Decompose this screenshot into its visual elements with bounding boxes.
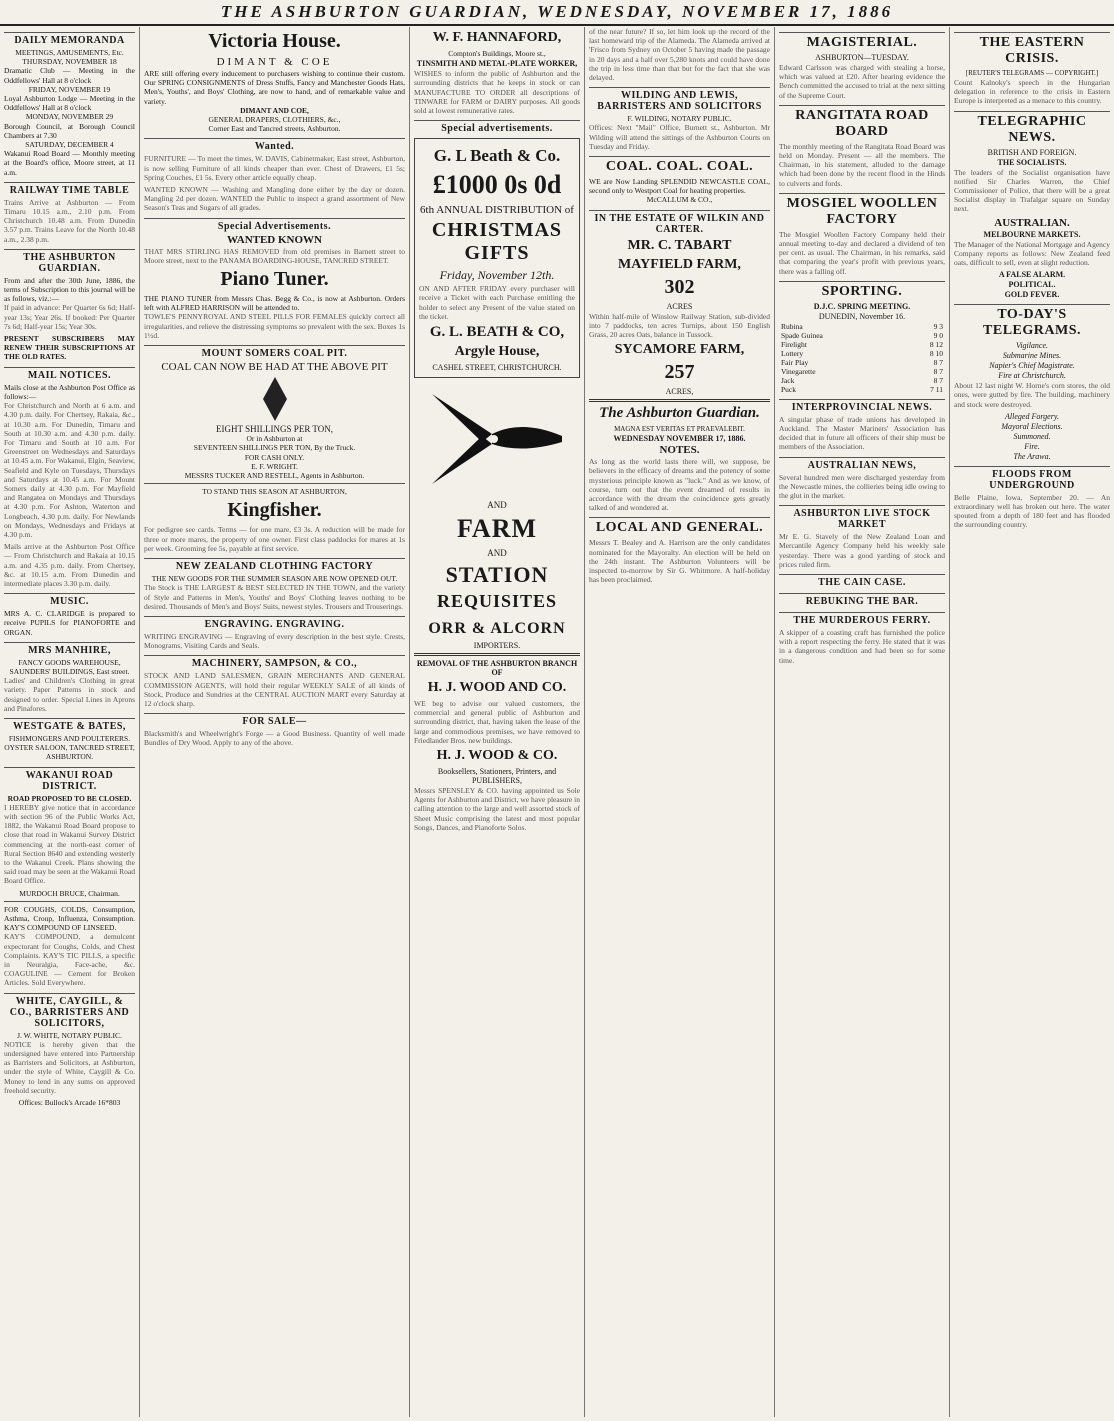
kays-text: KAY'S COMPOUND, a demulcent expectorant for Coughs, Colds, and Chest Complaints. KAY'S TIC PILLS, a specific in Neuralgia, Face-ache, &c. COAGULINE — Cement for Broken Articles. Sold Everywhere. <box>4 932 135 988</box>
diamond-ornament-icon <box>263 377 287 421</box>
diary-line: MONDAY, NOVEMBER 29 <box>25 112 114 122</box>
diary-list <box>4 48 135 177</box>
shears-illustration-icon <box>422 384 572 494</box>
divider <box>4 901 135 902</box>
hannaford-sub: Compton's Buildings, Moore st., <box>448 49 546 58</box>
horse-weight: 9 3 <box>933 321 943 331</box>
wilding-sub: F. WILDING, NOTARY PUBLIC. <box>627 114 732 124</box>
manhire-heading: MRS MANHIRE, <box>4 642 135 656</box>
paper-name: The Ashburton Guardian. <box>599 405 760 422</box>
column-1 <box>0 27 140 1417</box>
wanted-text: FURNITURE — To meet the times, W. DAVIS, Cabinetmaker, East street, Ashburton, is now selling Furniture of all kinds cheaper than ever. Chest of Drawers, £1 5s; Spring Couches, £1 5s. Every other article equally cheap. <box>144 154 405 182</box>
column-2 <box>140 27 410 1417</box>
horse-weight: 9 0 <box>933 330 943 340</box>
eastern-text: Count Kalnoky's speech in the Hungarian delegation in reference to the crisis in Eastern Europe is interpreted as a menace to this country. <box>954 78 1110 106</box>
diary-line: Dramatic Club — Meeting in the Oddfellows' Hall at 8 o'clock <box>4 66 135 85</box>
friday-date: Friday, November 12th. <box>439 268 555 283</box>
whyte-heading: WHITE, CAYGILL, & CO., BARRISTERS AND SOLICITORS, <box>4 993 135 1029</box>
wright-sig: E. F. WRIGHT. <box>251 461 298 471</box>
local-general-heading: LOCAL AND GENERAL. <box>589 517 770 536</box>
importers-text: IMPORTERS. <box>473 641 521 651</box>
horse-name: Firelight <box>781 339 807 349</box>
british-foreign: BRITISH AND FOREIGN. <box>987 147 1077 157</box>
victoria-house-heading: Victoria House. <box>208 30 341 52</box>
horse-weight: 8 7 <box>933 357 943 367</box>
socialists-text: The leaders of the Socialist organisation have notified Sir Charles Warren, the Chief Commissioner of Police, that there will be a great Socialist display in Trafalgar square on Sunday next. <box>954 167 1110 214</box>
wanted-known-heading: WANTED KNOWN <box>226 233 323 246</box>
submarine-heading: Submarine Mines. <box>1002 351 1062 361</box>
murderous-text: A skipper of a coasting craft has furnished the police with a report respecting the ferry. He stated that it was in a dangerous condition and had been so for some time. <box>779 628 945 665</box>
australian-heading: AUSTRALIAN NEWS, <box>779 457 945 471</box>
mayfield-text: Within half-mile of Winslow Railway Station, sub-divided into 7 paddocks, ten acres Turnips, about 150 English Grass, 20 acres Oats, balance in Tussock. <box>589 311 770 340</box>
horse-name: Jack <box>781 375 795 385</box>
livestock-heading: ASHBURTON LIVE STOCK MARKET <box>779 505 945 530</box>
court-text: Edward Carlsson was charged with stealing a horse, which was valued at £20. After hearing evidence the Bench committed the accused to trial at the next sitting of the Supreme Court. <box>779 63 945 100</box>
diary-line: SATURDAY, DECEMBER 4 <box>25 140 114 150</box>
hj-wood-heading-2: H. J. WOOD & CO. <box>436 748 558 764</box>
guardian-heading: THE ASHBURTON GUARDIAN. <box>4 249 135 274</box>
cash-only: FOR CASH ONLY. <box>244 452 305 462</box>
rebuking-heading: REBUKING THE BAR. <box>779 593 945 607</box>
mount-somers-heading: MOUNT SOMERS COAL PIT. <box>144 345 405 359</box>
claridge-ad: MRS A. C. CLARIDGE is prepared to receive PUPILS for PIANOFORTE and ORGAN. <box>4 609 135 637</box>
whyte-text: NOTICE is hereby given that the undersigned have entered into Partnership as Barristers and Solicitors, at Ashburton, under the style of White, Caygill & Co. Money to lend in any sums on approved freehold security. <box>4 1039 135 1095</box>
wilding-text: Offices: Next "Mail" Office, Burnett st., Ashburton. Mr Wilding will attend the sittings of the Ashburton Courts on Tuesday and Friday. <box>589 123 770 151</box>
telegraphic-news-heading: TELEGRAPHIC NEWS. <box>954 111 1110 146</box>
result-row <box>779 385 945 394</box>
diary-line: THURSDAY, NOVEMBER 18 <box>22 57 117 67</box>
cashel-street: CASHEL STREET, CHRISTCHURCH. <box>432 363 562 373</box>
local-text: Messrs T. Bealey and A. Harrison are the only candidates nominated for the Mayoralty. An election will be held on the 24th instant. The Ashburton Volunteers will be inspected to-morrow by Sir G. Whitmore. A half-holiday has been proclaimed. <box>589 538 770 585</box>
rangitata-heading: RANGITATA ROAD BOARD <box>779 105 945 140</box>
column-6 <box>950 27 1114 1417</box>
christmas-gifts: CHRISTMAS GIFTS <box>431 219 563 265</box>
acres-label: ACRES <box>666 301 693 311</box>
dimant-heading: DIMANT & COE <box>216 56 333 68</box>
diary-line: MEETINGS, AMUSEMENTS, Etc. <box>15 48 124 57</box>
argyle-house: Argyle House, <box>454 344 540 360</box>
nz-clothing-heading: NEW ZEALAND CLOTHING FACTORY <box>144 558 405 572</box>
divider <box>144 483 405 484</box>
divider <box>589 399 770 402</box>
spensley-text: Messrs SPENSLEY & CO. having appointed us Sole Agents for Ashburton and District, we have pleasure in calling attention to the large and well assorted stock of Sheet Music comprising the latest and most popular Songs, Dances, and Pianoforte Solos. <box>414 786 580 832</box>
horse-weight: 8 7 <box>933 366 943 376</box>
hannaford-text: WISHES to inform the public of Ashburton and the surrounding districts that he keeps in stock or can MANUFACTURE TO ORDER all descriptions of TINWARE for FARM or DAIRY purposes. All goods sold at lowest remunerative rates. <box>414 69 580 116</box>
forgery-heading: Alleged Forgery. <box>1005 411 1059 421</box>
music-heading: MUSIC. <box>4 593 135 607</box>
wakanui-heading: WAKANUI ROAD DISTRICT. <box>4 767 135 792</box>
newspaper-title: THE ASHBURTON GUARDIAN, WEDNESDAY, NOVEMBER 17, 1886 <box>220 2 894 21</box>
cain-heading: THE CAIN CASE. <box>779 574 945 588</box>
hj-wood-heading: H. J. WOOD AND CO. <box>427 680 567 696</box>
results-table <box>779 322 945 394</box>
diary-line: FRIDAY, NOVEMBER 19 <box>28 84 111 94</box>
beath-advertisement <box>414 138 580 378</box>
engraving-text: WRITING ENGRAVING — Engraving of every description in the best style. Crests, Monograms, Visiting Cards and Seals. <box>144 631 405 651</box>
hj-wood-text: WE beg to advise our valued customers, the commercial and general public of Ashburton and surrounding district, that, having taken the lease of the large and commodious premises, we have removed to Friedlander Bros. new buildings. <box>414 699 580 745</box>
todays-telegrams-heading: TO-DAY'S TELEGRAMS. <box>954 304 1110 339</box>
political-heading: POLITICAL. <box>1008 280 1056 290</box>
requisites-heading: REQUISITES <box>436 591 558 612</box>
amount-text: £1000 0s 0d <box>432 170 562 200</box>
horse-name: Lottery <box>781 348 804 358</box>
dimant-address: Corner East and Tancred streets, Ashburton. <box>208 124 341 134</box>
coal-price-2: Or in Ashburton at <box>246 434 303 444</box>
horse-name: Puck <box>781 384 796 394</box>
railway-heading: RAILWAY TIME TABLE <box>4 182 135 196</box>
nz-clothing-text: The Stock is THE LARGEST & BEST SELECTED IN THE TOWN, and the variety of Style and Patterns in Men's, Youths' and Boys' Clothing leaves nothing to be desired. Thousands of Men's and Boys' Suits, newest styles. Trousers and Trouserings. <box>144 583 405 611</box>
tabart-heading: MR. C. TABART <box>627 237 732 253</box>
kingfisher-intro: TO STAND THIS SEASON AT ASHBURTON, <box>202 487 347 497</box>
sixth-annual: 6th ANNUAL DISTRIBUTION of <box>420 204 574 217</box>
dunedin-dateline: DUNEDIN, November 16. <box>818 311 906 321</box>
sycamore-heading: SYCAMORE FARM, <box>614 342 745 358</box>
mail-heading: MAIL NOTICES. <box>4 367 135 381</box>
napier-heading: Napier's Chief Magistrate. <box>989 361 1075 371</box>
diary-line: Loyal Ashburton Lodge — Meeting in the Oddfellows' Hall at 8 o'clock <box>4 94 135 113</box>
road-text: I HEREBY give notice that in accordance with section 96 of the Public Works Act, 1882, the Wakanui Road Board propose to close that road in Wakanui Survey District commencing at the north-east corner of Rural Section 8640 and extending westerly to the Wakanui Creek. Plans showing the said road may be seen at the Wakanui Road Board Office. <box>4 802 135 886</box>
magisterial-heading: MAGISTERIAL. <box>779 32 945 51</box>
subscribers-notice: PRESENT SUBSCRIBERS MAY RENEW THEIR SUBSCRIPTIONS AT THE OLD RATES. <box>4 334 135 362</box>
diary-line: Wakanui Road Board — Monthly meeting at the Board's office, Moore street, at 11 a.m. <box>4 149 135 177</box>
horse-name: Fair Play <box>781 357 809 367</box>
australian-heading-2: AUSTRALIAN. <box>994 216 1070 229</box>
horse-weight: 8 10 <box>929 348 943 358</box>
nz-clothing-sub: THE NEW GOODS FOR THE SUMMER SEASON ARE NOW OPENED OUT. <box>151 574 398 584</box>
acres-number: 302 <box>664 275 695 298</box>
for-sale-heading: FOR SALE— <box>144 713 405 727</box>
horse-weight: 7 11 <box>930 384 943 394</box>
whyte-sub: J. W. WHITE, NOTARY PUBLIC. <box>17 1030 122 1040</box>
and-text: AND <box>487 500 507 511</box>
machinery-text: STOCK AND LAND SALESMEN, GRAIN MERCHANTS AND GENERAL COMMISSION AGENTS, will hold their regular WEEKLY SALE of all kinds of Stock, Produce and Sundries at the CENTRAL AUCTION MART every Saturday at 12 o'clock sharp. <box>144 671 405 708</box>
horse-weight: 8 12 <box>929 339 943 349</box>
interprovincial-heading: INTERPROVINCIAL NEWS. <box>779 399 945 413</box>
beath-text: ON AND AFTER FRIDAY every purchaser will receive a Ticket with each Purchase entitling the holder to select any Present of the value stated on the ticket. <box>419 284 575 321</box>
estate-heading: IN THE ESTATE OF WILKIN AND CARTER. <box>589 210 770 235</box>
station-heading: STATION <box>445 562 549 588</box>
gold-fever-heading: GOLD FEVER. <box>1004 290 1060 300</box>
fire-heading-2: Fire. <box>1024 441 1040 451</box>
result-row <box>779 331 945 340</box>
wanted-heading: Wanted. <box>144 138 405 152</box>
farm-heading: FARM <box>456 514 538 544</box>
guardian-note: From and after the 30th June, 1886, the terms of Subscription to this journal will be as follows, viz.:— <box>4 275 135 304</box>
diary-heading: DAILY MEMORANDA <box>4 32 135 46</box>
wanted-text-2: WANTED KNOWN — Washing and Mangling done either by the day or dozen. Mangling 2d per dozen. WANTED the Public to inspect a grand assortment of New Season's Teas and Sugars of all grades. <box>144 185 405 213</box>
hannaford-heading: W. F. HANNAFORD, <box>432 30 562 45</box>
westgate-heading: WESTGATE & BATES, <box>4 718 135 732</box>
fire-christchurch-heading: Fire at Christchurch. <box>998 371 1066 381</box>
piano-body: THE PIANO TUNER from Messrs Chas. Begg & Co., is now at Ashburton. Orders left with ALFRED HARRISON will be attended to. <box>144 294 405 313</box>
mccallum-sig: McCALLUM & CO., <box>646 195 713 205</box>
murderous-heading: THE MURDEROUS FERRY. <box>779 612 945 626</box>
column-3 <box>410 27 585 1417</box>
fire-text: About 12 last night W. Horne's corn stores, the old ones, were gutted by fire. The building, machinery and stock were destroyed. <box>954 381 1110 409</box>
orr-alcorn-heading: ORR & ALCORN <box>428 620 566 638</box>
murdoch-sig: MURDOCH BRUCE, Chairman. <box>19 888 120 898</box>
agents-line: MESSRS TUCKER AND RESTELL, Agents in Ashburton. <box>184 471 365 481</box>
notes-heading: NOTES. <box>659 444 700 457</box>
road-closed-heading: ROAD PROPOSED TO BE CLOSED. <box>7 793 132 803</box>
mail-note: Mails close at the Ashburton Post Office as follows:— <box>4 382 135 401</box>
removal-heading: REMOVAL OF THE ASHBURTON BRANCH OF <box>416 659 578 678</box>
kays-ad: FOR COUGHS, COLDS, Consumption, Asthma, Croup, Influenza, Consumption. KAY'S COMPOUND OF LINSEED. <box>4 904 135 933</box>
piano-tuner-heading: Piano Tuner. <box>220 268 329 291</box>
horse-name: Rubina <box>781 321 803 331</box>
beath-heading: G. L Beath & Co. <box>433 146 561 166</box>
court-heading: ASHBURTON—TUESDAY. <box>815 53 909 62</box>
horse-name: Vinegarette <box>781 366 816 376</box>
coal-body: WE are Now Landing SPLENDID NEWCASTLE COAL, second only to Westport Coal for heating properties. <box>589 177 770 196</box>
result-row <box>779 349 945 358</box>
manhire-sub: FANCY GOODS WAREHOUSE, SAUNDERS' BUILDINGS, East street. <box>9 657 130 676</box>
melbourne-heading: MELBOURNE MARKETS. <box>983 229 1081 239</box>
result-row <box>779 358 945 367</box>
socialists-heading: THE SOCIALISTS. <box>997 157 1067 167</box>
special-ads-heading-2: Special advertisements. <box>414 120 580 134</box>
coal-heading: COAL. COAL. COAL. <box>589 156 770 175</box>
acres-number-2: 257 <box>664 361 695 384</box>
booksellers-text: Booksellers, Stationers, Printers, and PUBLISHERS, <box>437 767 557 786</box>
mail-arrive-text: Mails arrive at the Ashburton Post Office — From Christchurch and Rakaia at 10.15 a.m. and 4.35 p.m. daily. From Chertsey, &c. at 10.15 a.m. From Dunedin and intermediate places 3.30 p.m. daily. <box>4 542 135 588</box>
eastern-crisis-heading: THE EASTERN CRISIS. <box>954 32 1110 67</box>
special-ads-heading: Special Advertisements. <box>144 218 405 232</box>
dimant-signature: DIMANT AND COE, <box>240 105 309 115</box>
coal-price-3: SEVENTEEN SHILLINGS PER TON, By the Truck. <box>193 443 356 453</box>
result-row <box>779 340 945 349</box>
kingfisher-text: For pedigree see cards. Terms — for one mare, £3 3s. A reduction will be made for three or more mares, the property of one owner. First class paddocks for mares at 1s per week. Grooming fee 5s, payable at first service. <box>144 525 405 553</box>
floods-heading: FLOODS FROM UNDERGROUND <box>954 466 1110 491</box>
diary-line: Borough Council, at Borough Council Chambers at 7.30 <box>4 121 135 140</box>
coal-heading: COAL CAN NOW BE HAD AT THE ABOVE PIT <box>161 361 388 374</box>
spring-meeting: D.J.C. SPRING MEETING. <box>813 301 911 311</box>
tinsmith-heading: TINSMITH AND METAL-PLATE WORKER, <box>416 59 578 69</box>
wanted-known-text: THAT MRS STIRLING HAS REMOVED from old premises in Barnett street to Moore street, next to the PANAMA BOARDING-HOUSE, TANCRED STREET. <box>144 246 405 265</box>
coal-price: EIGHT SHILLINGS PER TON, <box>215 424 333 435</box>
summoned-heading: Summoned. <box>1013 431 1051 441</box>
manhire-text: Ladies' and Children's Clothing in great variety. Paper Patterns in stock and designed to order. Special Lines in Aprons and Pinafores. <box>4 676 135 713</box>
notes-text: As long as the world lasts there will, we suppose, be believers in the efficacy of dreams and the potency of some mysterious principle known as "luck." And as we know, of course, turn out that the event dreamed of results in accordance with the dream the coincidence gets greatly talked of and wondered at. <box>589 457 770 513</box>
motto: MAGNA EST VERITAS ET PRAEVALEBIT. <box>614 425 745 434</box>
result-row <box>779 322 945 331</box>
wilding-heading: WILDING AND LEWIS, BARRISTERS AND SOLICITORS <box>589 87 770 112</box>
towle-text: TOWLE'S PENNYROYAL AND STEEL PILLS FOR FEMALES quickly correct all irregularities, and relieve the distressing symptoms so prevalent with the sex. Boxes 1s 1½d. <box>144 312 405 340</box>
mosgiel-text: The Mosgiel Woollen Factory Company held their annual meeting to-day and declared a dividend of ten per cent. as usual. The Chairman, in his remarks, said that comparing the year's profit with previous years, there was a falling off. <box>779 229 945 276</box>
railway-text: Trains Arrive at Ashburton — From Timaru 10.15 a.m., 2.10 p.m. From Christchurch 10.48 a.m. From Dunedin 3.57 p.m. Trains Leave for the North 10.48 a.m., 2.38 p.m. <box>4 197 135 244</box>
rates-text: If paid in advance: Per Quarter 6s 6d; Half-year 13s; Year 26s. If booked: Per Quarter 7s 6d; Half-year 15s; Year 30s. <box>4 303 135 331</box>
floods-text: Belle Plaine, Iowa, September 20. — An extraordinary well has broken out here. The water spouted from a depth of 180 feet and has flooded the surrounding country. <box>954 492 1110 530</box>
rangitata-text: The monthly meeting of the Rangitata Road Board was held on Monday. Present — all the members. The Chairman, in his statement, alluded to the damage which had been done by the recent flood in the Hinds to culverts and fords. <box>779 141 945 188</box>
vigilance-heading: Vigilance. <box>1015 341 1049 351</box>
horse-weight: 8 7 <box>933 375 943 385</box>
false-alarm-heading: A FALSE ALARM. <box>998 270 1066 280</box>
and-text-2: AND <box>487 548 507 559</box>
mayoral-heading: Mayoral Elections. <box>1001 421 1063 431</box>
arawa-heading: The Arawa. <box>1013 451 1051 461</box>
issue-date: WEDNESDAY NOVEMBER 17, 1886. <box>613 434 746 444</box>
reuter-note: [REUTER'S TELEGRAMS — COPYRIGHT.] <box>965 69 1099 77</box>
mosgiel-heading: MOSGIEL WOOLLEN FACTORY <box>779 193 945 228</box>
kingfisher-heading: Kingfisher. <box>227 499 322 522</box>
for-sale-text: Blacksmith's and Wheelwright's Forge — a Good Business. Quantity of well made Bundles of Dry Wood. Apply to any of the above. <box>144 729 405 748</box>
sporting-heading: SPORTING. <box>779 281 945 300</box>
divider <box>414 653 580 656</box>
article-text-1: of the near future? If so, let him look up the record of the last homeward trip of the Alameda. The Alameda arrived at 'Frisco from Sydney on October 5 having made the passage in 20 days and a half over 5,280 knots and could have done the trip in less time than that but for the fact that she was delayed. <box>589 27 770 83</box>
machinery-heading: MACHINERY, SAMPSON, & CO., <box>144 655 405 669</box>
masthead <box>0 0 1114 26</box>
column-5 <box>775 27 950 1417</box>
horse-name: Spade Guinea <box>781 330 823 340</box>
offices-line: Offices: Bullock's Arcade 16*803 <box>18 1098 121 1108</box>
beath-heading-2: G. L. BEATH & CO, <box>429 324 565 341</box>
acres-label-2: ACRES, <box>665 387 694 397</box>
interprovincial-text: A singular phase of trade unions has developed in Auckland. The Master Mariners' Association has decided that in future all officers of their ship must be members of the Association. <box>779 414 945 452</box>
column-4 <box>585 27 775 1417</box>
livestock-text: Mr E. G. Stavely of the New Zealand Loan and Mercantile Agency Company held his weekly sale yesterday. There was a good yarding of stock and prices ruled firm. <box>779 532 945 569</box>
dimant-signature-2: GENERAL DRAPERS, CLOTHIERS, &c., <box>208 115 341 125</box>
westgate-sub: FISHMONGERS AND POULTERERS. OYSTER SALOON, TANCRED STREET, ASHBURTON. <box>4 733 135 762</box>
melbourne-text: The Manager of the National Mortgage and Agency Company reports as follows: New Zealand feed oats, difficult to sell, even at slight reduction. <box>954 239 1110 268</box>
engraving-heading: ENGRAVING. ENGRAVING. <box>144 616 405 630</box>
mayfield-heading: MAYFIELD FARM, <box>618 256 741 272</box>
result-row <box>779 376 945 385</box>
mail-text: For Christchurch and North at 6 a.m. and 4.30 p.m. daily. For Chertsey, Rakaia, &c., at 10.30 a.m. For Dunedin, Timaru and South at 10.30 a.m. and 4.30 p.m. daily. For Timaru and South at 10 a.m. For Greenstreet on Wednesdays and Saturdays at 10.45 a.m. For Wakanui, Elgin, Seaview, Seafield and Kyle on Tuesdays, Thursdays and Saturdays at 10.45 a.m. For Mount Somers daily at 4.30 p.m. For Mayfield and Rangatea on Mondays and Thursdays at 4.30 p.m. For Ashton, Waterton and Longbeach, 4.30 p.m. daily. For Newlands on Mondays, Wednesdays and Fridays at 4.30 p.m. <box>4 401 135 539</box>
australian-text: Several hundred men were discharged yesterday from the Newcastle mines, the collieries being idle owing to the glut in the market. <box>779 472 945 501</box>
result-row <box>779 367 945 376</box>
dimant-body: ARE still offering every inducement to purchasers wishing to continue their custom. Our SPRING CONSIGNMENTS of Dress Stuffs, Fancy and Manchester Goods Hats, Men's, Youths', and Boys' Clothing, are now to hand, and of remarkable value and variety. <box>144 69 405 106</box>
